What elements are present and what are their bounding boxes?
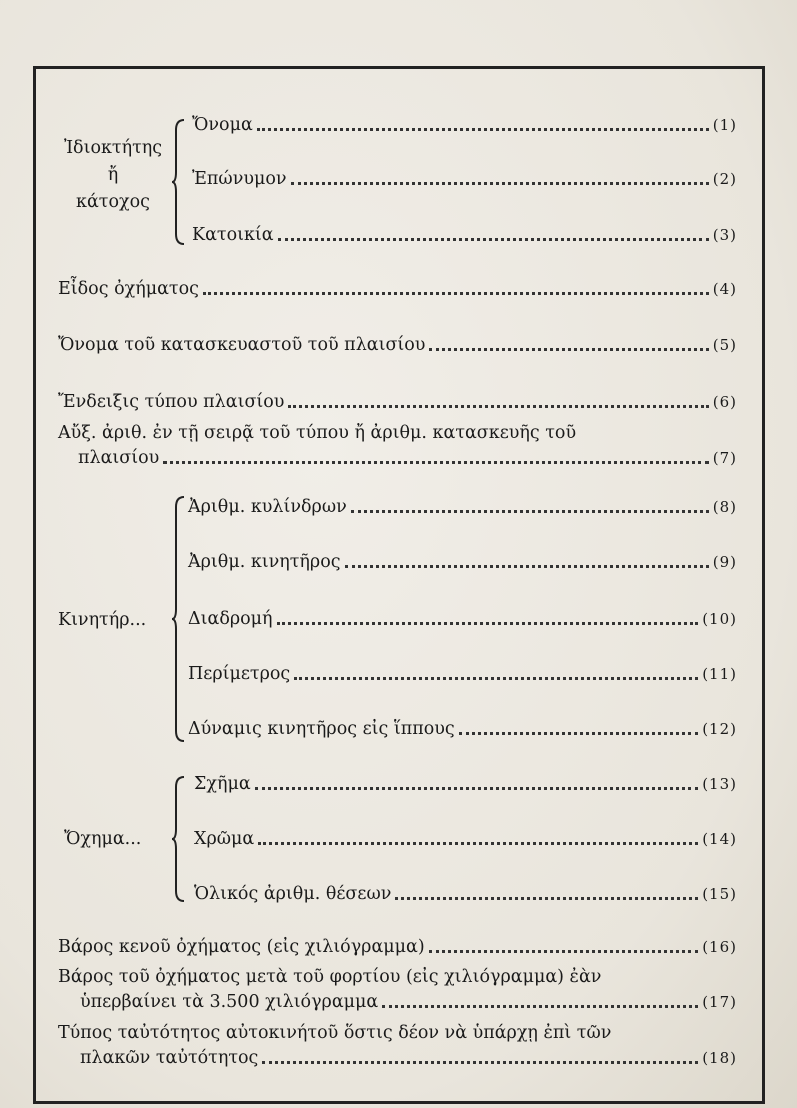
leader-dots (278, 238, 709, 241)
field-11-label: Περίμετρος (188, 664, 291, 684)
field-18-number: (18) (702, 1049, 737, 1067)
field-4 (58, 281, 737, 299)
field-12-number: (12) (702, 720, 737, 738)
field-17 (80, 994, 737, 1012)
leader-dots (429, 950, 699, 953)
field-4-label: Εἶδος ὀχήματος (58, 279, 199, 299)
field-6 (58, 394, 737, 412)
field-8-label: Ἀριθμ. κυλίνδρων (188, 497, 347, 517)
field-2 (192, 171, 737, 189)
leader-dots (262, 1061, 698, 1064)
engine-group-label: Κινητήρ... (58, 610, 147, 630)
vehicle-brace (172, 775, 186, 903)
field-3 (192, 227, 737, 245)
leader-dots (294, 677, 698, 680)
field-12-label: Δύναμις κινητῆρος εἰς ἵππους (188, 719, 455, 739)
field-3-number: (3) (712, 226, 737, 244)
field-3-label: Κατοικία (192, 225, 274, 245)
field-12 (188, 721, 737, 739)
field-15-label: Ὁλικός ἀριθμ. θέσεων (194, 884, 392, 904)
field-16-label: Βάρος κενοῦ ὀχήματος (εἰς χιλιόγραμμα) (58, 937, 425, 957)
field-11 (188, 666, 737, 684)
owner-group-label (58, 135, 168, 216)
field-1-number: (1) (712, 116, 737, 134)
leader-dots (203, 292, 709, 295)
leader-dots (257, 128, 709, 131)
field-6-label: Ἔνδειξις τύπου πλαισίου (58, 392, 285, 412)
leader-dots (291, 182, 709, 185)
field-6-number: (6) (712, 393, 737, 411)
field-10 (188, 611, 737, 629)
leader-dots (258, 842, 698, 845)
field-14-number: (14) (702, 830, 737, 848)
field-8-number: (8) (712, 498, 737, 516)
owner-label-line2: ἤ (107, 165, 119, 186)
field-13-label: Σχῆμα (194, 774, 251, 794)
field-7-label: πλαισίου (78, 448, 160, 468)
leader-dots (163, 461, 708, 464)
owner-brace (172, 118, 186, 246)
field-5 (58, 337, 737, 355)
field-5-label: Ὄνομα τοῦ κατασκευαστοῦ τοῦ πλαισίου (58, 335, 426, 355)
leader-dots (382, 1005, 698, 1008)
field-5-number: (5) (712, 336, 737, 354)
field-18 (80, 1050, 737, 1068)
field-18-line1: Τύπος ταὐτότητος αὐτοκινήτοῦ ὅστις δέον νὰ ὑπάρχῃ ἐπὶ τῶν (58, 1023, 612, 1043)
field-11-number: (11) (702, 665, 737, 683)
field-16-number: (16) (702, 938, 737, 956)
field-1 (192, 117, 737, 135)
leader-dots (255, 787, 699, 790)
field-8 (188, 499, 737, 517)
field-10-number: (10) (702, 610, 737, 628)
field-9-number: (9) (712, 553, 737, 571)
field-7-number: (7) (712, 449, 737, 467)
field-9 (188, 554, 737, 572)
field-2-label: Ἐπώνυμον (192, 169, 287, 189)
vehicle-group-label: Ὄχημα... (64, 829, 142, 849)
field-17-line1: Βάρος τοῦ ὀχήματος μετὰ τοῦ φορτίου (εἰς χιλιόγραμμα) ἐὰν (58, 967, 602, 987)
owner-label-line1: Ἰδιοκτήτης (63, 138, 163, 158)
leader-dots (277, 622, 699, 625)
field-13-number: (13) (702, 775, 737, 793)
field-18-label: πλακῶν ταὐτότητος (80, 1048, 259, 1068)
field-7 (78, 450, 737, 468)
field-14 (194, 831, 737, 849)
field-2-number: (2) (712, 170, 737, 188)
field-4-number: (4) (712, 280, 737, 298)
leader-dots (459, 732, 698, 735)
field-14-label: Χρῶμα (194, 829, 255, 849)
field-1-label: Ὄνομα (192, 115, 253, 135)
field-16 (58, 939, 737, 957)
field-15-number: (15) (702, 885, 737, 903)
field-15 (194, 886, 737, 904)
field-10-label: Διαδρομή (188, 609, 273, 629)
field-17-number: (17) (702, 993, 737, 1011)
leader-dots (345, 565, 709, 568)
leader-dots (288, 405, 708, 408)
owner-label-line3: κάτοχος (76, 192, 150, 213)
leader-dots (395, 897, 698, 900)
leader-dots (429, 348, 708, 351)
field-13 (194, 776, 737, 794)
engine-brace (172, 495, 186, 743)
field-17-label: ὑπερβαίνει τὰ 3.500 χιλιόγραμμα (80, 992, 379, 1012)
field-7-line1: Αὔξ. ἀριθ. ἐν τῇ σειρᾷ τοῦ τύπου ἤ ἀριθμ. κατασκευῆς τοῦ (58, 423, 577, 443)
field-9-label: Ἀριθμ. κινητῆρος (188, 552, 341, 572)
leader-dots (351, 510, 709, 513)
